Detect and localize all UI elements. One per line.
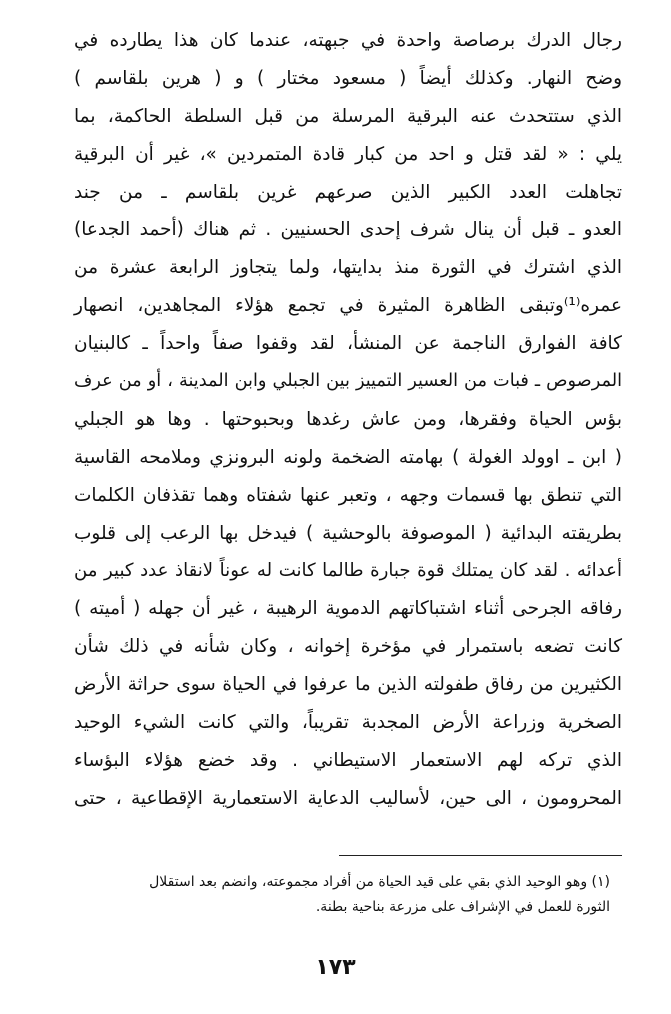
text-line: المرصوص ـ فبات من العسير التمييز بين الجبلي وابن المدينة ، أو من عرف: [74, 371, 622, 392]
text-line: عمره⁽¹⁾وتبقى الظاهرة المثيرة في تجمع هؤلاء المجاهدين، انصهار: [74, 295, 622, 317]
text-line: الصخرية وزراعة الأرض المجدبة تقريباً، والتي كانت الشيء الوحيد: [74, 712, 622, 734]
footnote-line: (١) وهو الوحيد الذي بقي على قيد الحياة من أفراد مجموعته، وانضم بعد استقلال: [149, 874, 610, 890]
text-line: بؤس الحياة وفقرها، ومن عاش رغدها وبحبوحتها . وها هو الجبلي: [74, 408, 622, 430]
footnote-divider: [339, 855, 622, 856]
text-line: الذي تركه لهم الاستعمار الاستيطاني . وقد خضع هؤلاء البؤساء: [74, 749, 622, 771]
text-line: الذي اشترك في الثورة منذ بدايتها، ولما يتجاوز الرابعة عشرة من: [74, 257, 622, 279]
body-text: [74, 22, 622, 818]
text-line: يلي : « لقد قتل و احد من كبار قادة المتمردين »، غير أن البرقية: [74, 143, 622, 165]
text-line: بطريقته البدائية ( الموصوفة بالوحشية ) فيدخل بها الرعب إلى قلوب: [74, 522, 622, 544]
text-line: التي تنطق بها قسمات وجهه ، وتعبر عنها شفتاه وهما تقذفان الكلمات: [74, 484, 622, 506]
text-line: ( ابن ـ اوولد الغولة ) بهامته الضخمة ولونه البرونزي وملامحه القاسية: [74, 446, 622, 468]
text-line: الكثيرين من رفاق طفولته الذين ما عرفوا في الحياة سوى حراثة الأرض: [74, 674, 622, 696]
text-line: وضح النهار. وكذلك أيضاً ( مسعود مختار ) و ( هرين بلقاسم ): [74, 67, 622, 89]
text-line: كانت تضعه باستمرار في مؤخرة إخوانه ، وكان شأنه في ذلك شأن: [74, 636, 622, 658]
text-line: تجاهلت العدد الكبير الذين صرعهم غرين بلقاسم ـ من جند: [74, 181, 622, 203]
text-line: المحرومون ، الى حين، لأساليب الدعاية الاستعمارية الإقطاعية ، حتى: [74, 787, 622, 809]
text-line: أعدائه . لقد كان يمتلك قوة جبارة طالما كانت له عوناً لانقاذ عدد كبير من: [74, 560, 622, 582]
text-line: الذي ستتحدث عنه البرقية المرسلة من قبل السلطة الحاكمة، بما: [74, 105, 622, 127]
footnote-line: الثورة للعمل في الإشراف على مزرعة بناحية بطنة.: [315, 899, 610, 915]
footnote: [55, 870, 610, 920]
text-line: رجال الدرك برصاصة واحدة في جبهته، عندما كان هذا يطارده في: [74, 30, 622, 51]
text-line: العدو ـ قبل أن ينال شرف إحدى الحسنيين . ثم هناك (أحمد الجدعا): [74, 219, 622, 241]
page-number: ١٧٣: [315, 955, 356, 980]
text-line: رفاقه الجرحى أثناء اشتباكاتهم الدموية الرهيبة ، غير أن جهله ( أميته ): [74, 598, 622, 620]
text-line: كافة الفوارق الناجمة عن المنشأ، لقد وقفوا صفاً واحداً ـ كالبنيان: [74, 333, 622, 355]
